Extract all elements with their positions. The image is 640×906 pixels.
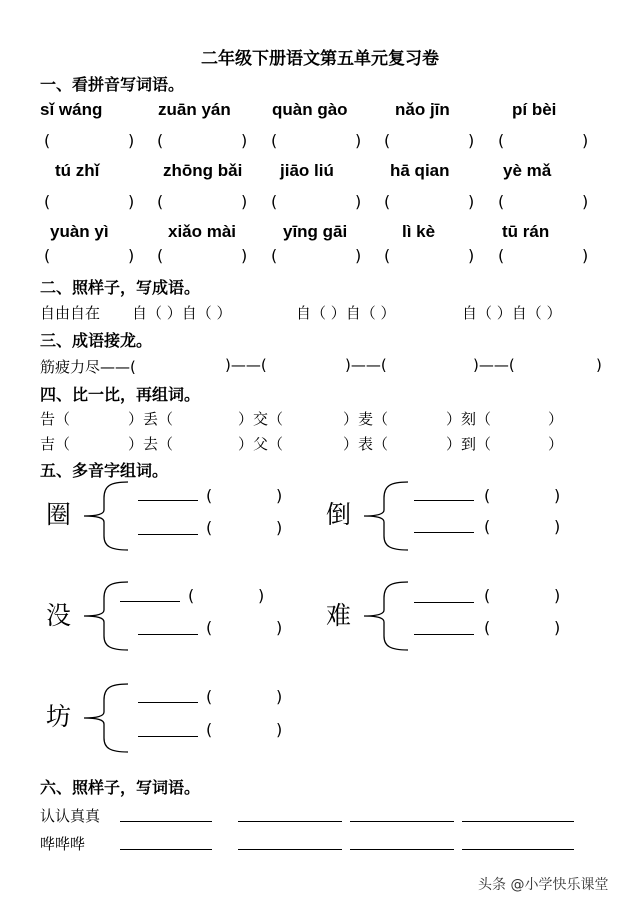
polyphone-char-quan: 圈 bbox=[46, 500, 72, 529]
pinyin-r2-c3: jiāo liú bbox=[280, 161, 334, 180]
section-4-heading: 四、比一比，再组词。 bbox=[40, 385, 201, 404]
section-2-heading: 二、照样子，写成语。 bbox=[40, 278, 201, 297]
section-6-heading: 六、照样子，写词语。 bbox=[40, 778, 201, 797]
paren-open: ( bbox=[157, 131, 164, 150]
polyphone-char-dao: 倒 bbox=[326, 500, 352, 529]
idiom-chain-end: ) bbox=[596, 356, 602, 374]
paren-close: ) bbox=[241, 246, 248, 265]
paren-open: ( bbox=[206, 486, 213, 505]
paren-close: ) bbox=[128, 246, 135, 265]
paren-open: ( bbox=[206, 518, 213, 537]
idiom-chain-link-1: )——( bbox=[225, 356, 267, 374]
pinyin-r3-c1: yuàn yì bbox=[50, 222, 109, 241]
idiom-chain-start: 筋疲力尽——( bbox=[40, 358, 136, 376]
paren-close: ) bbox=[468, 192, 475, 211]
paren-close: ) bbox=[355, 246, 362, 265]
compare-r1-c5: ）刻（ bbox=[446, 410, 492, 428]
compare-r2-c5: ）到（ bbox=[446, 435, 492, 453]
paren-open: ( bbox=[44, 131, 51, 150]
pinyin-r2-c1: tú zhǐ bbox=[55, 161, 100, 180]
answer-line[interactable] bbox=[138, 702, 198, 703]
polyphone-char-nan: 难 bbox=[326, 601, 352, 630]
paren-open: ( bbox=[271, 192, 278, 211]
paren-open: ( bbox=[271, 246, 278, 265]
polyphone-char-mei: 没 bbox=[46, 601, 72, 630]
paren-open: ( bbox=[157, 246, 164, 265]
paren-close: ) bbox=[128, 131, 135, 150]
pinyin-r3-c5: tū rán bbox=[502, 222, 550, 241]
idiom-example: 自由自在 bbox=[40, 304, 101, 322]
paren-open: ( bbox=[44, 246, 51, 265]
paren-open: ( bbox=[271, 131, 278, 150]
paren-open: ( bbox=[498, 131, 505, 150]
answer-line[interactable] bbox=[238, 821, 342, 822]
brace-icon bbox=[80, 480, 130, 552]
watermark: 头条 @小学快乐课堂 bbox=[478, 877, 609, 893]
section-5-heading: 五、多音字组词。 bbox=[40, 461, 169, 480]
paren-close: ) bbox=[241, 192, 248, 211]
paren-close: ) bbox=[582, 246, 589, 265]
pinyin-r1-c1: sǐ wáng bbox=[40, 100, 103, 119]
paren-close: ) bbox=[582, 192, 589, 211]
idiom-pattern-1: 自（ ）自（ ） bbox=[132, 304, 232, 322]
paren-open: ( bbox=[206, 687, 213, 706]
answer-line[interactable] bbox=[138, 736, 198, 737]
page-title: 二年级下册语文第五单元复习卷 bbox=[201, 49, 439, 69]
paren-close: ) bbox=[468, 246, 475, 265]
idiom-chain-link-2: )——( bbox=[345, 356, 387, 374]
answer-line[interactable] bbox=[462, 849, 574, 850]
paren-close: ) bbox=[554, 517, 561, 536]
idiom-chain-link-3: )——( bbox=[473, 356, 515, 374]
pinyin-r1-c3: quàn gào bbox=[272, 100, 348, 119]
compare-r2-c6: ） bbox=[548, 435, 564, 453]
paren-close: ) bbox=[276, 720, 283, 739]
answer-line[interactable] bbox=[350, 849, 454, 850]
compare-r2-c4: ）表（ bbox=[343, 435, 389, 453]
paren-close: ) bbox=[554, 618, 561, 637]
paren-open: ( bbox=[384, 246, 391, 265]
pinyin-r1-c5: pí bèi bbox=[512, 100, 557, 119]
answer-line[interactable] bbox=[138, 634, 198, 635]
pinyin-r1-c4: nǎo jīn bbox=[395, 100, 450, 119]
answer-line[interactable] bbox=[120, 849, 212, 850]
pinyin-r3-c2: xiǎo mài bbox=[168, 222, 237, 241]
brace-icon bbox=[360, 580, 410, 652]
idiom-pattern-2: 自（ ）自（ ） bbox=[296, 304, 396, 322]
pinyin-r3-c4: lì kè bbox=[402, 222, 436, 241]
answer-line[interactable] bbox=[414, 532, 474, 533]
paren-close: ) bbox=[276, 486, 283, 505]
paren-open: ( bbox=[384, 192, 391, 211]
compare-r1-c1: 告（ bbox=[40, 410, 71, 428]
paren-close: ) bbox=[355, 192, 362, 211]
answer-line[interactable] bbox=[120, 821, 212, 822]
pinyin-r2-c2: zhōng bǎi bbox=[163, 161, 243, 180]
paren-close: ) bbox=[468, 131, 475, 150]
answer-line[interactable] bbox=[138, 534, 198, 535]
pinyin-r2-c4: hā qian bbox=[390, 161, 450, 180]
compare-r2-c2: ）去（ bbox=[128, 435, 174, 453]
paren-close: ) bbox=[276, 687, 283, 706]
answer-line[interactable] bbox=[238, 849, 342, 850]
compare-r1-c2: ）丢（ bbox=[128, 410, 174, 428]
idiom-pattern-3: 自（ ）自（ ） bbox=[462, 304, 562, 322]
paren-close: ) bbox=[582, 131, 589, 150]
paren-open: ( bbox=[484, 618, 491, 637]
paren-open: ( bbox=[498, 246, 505, 265]
paren-close: ) bbox=[276, 618, 283, 637]
paren-close: ) bbox=[554, 486, 561, 505]
paren-close: ) bbox=[355, 131, 362, 150]
answer-line[interactable] bbox=[138, 500, 198, 501]
compare-r2-c1: 吉（ bbox=[40, 435, 71, 453]
compare-r1-c3: ）交（ bbox=[238, 410, 284, 428]
compare-r2-c3: ）父（ bbox=[238, 435, 284, 453]
paren-close: ) bbox=[554, 586, 561, 605]
compare-r1-c6: ） bbox=[548, 410, 564, 428]
paren-open: ( bbox=[188, 586, 195, 605]
section-1-heading: 一、看拼音写词语。 bbox=[40, 75, 185, 94]
paren-open: ( bbox=[498, 192, 505, 211]
paren-open: ( bbox=[44, 192, 51, 211]
polyphone-char-fang: 坊 bbox=[46, 702, 72, 731]
paren-close: ) bbox=[241, 131, 248, 150]
section-3-heading: 三、成语接龙。 bbox=[40, 331, 153, 350]
brace-icon bbox=[360, 480, 410, 552]
pinyin-r1-c2: zuān yán bbox=[158, 100, 231, 119]
paren-close: ) bbox=[276, 518, 283, 537]
answer-line[interactable] bbox=[120, 601, 180, 602]
answer-line[interactable] bbox=[462, 821, 574, 822]
pinyin-r3-c3: yīng gāi bbox=[283, 222, 348, 241]
compare-r1-c4: ）麦（ bbox=[343, 410, 389, 428]
answer-line[interactable] bbox=[350, 821, 454, 822]
word-example-2: 哗哗哗 bbox=[40, 835, 86, 853]
brace-icon bbox=[80, 580, 130, 652]
answer-line[interactable] bbox=[414, 634, 474, 635]
paren-open: ( bbox=[384, 131, 391, 150]
brace-icon bbox=[80, 682, 130, 754]
paren-close: ) bbox=[258, 586, 265, 605]
paren-open: ( bbox=[484, 486, 491, 505]
pinyin-r2-c5: yè mǎ bbox=[503, 161, 552, 180]
paren-open: ( bbox=[484, 586, 491, 605]
word-example-1: 认认真真 bbox=[40, 807, 101, 825]
paren-open: ( bbox=[484, 517, 491, 536]
paren-open: ( bbox=[206, 618, 213, 637]
paren-open: ( bbox=[206, 720, 213, 739]
paren-open: ( bbox=[157, 192, 164, 211]
paren-close: ) bbox=[128, 192, 135, 211]
answer-line[interactable] bbox=[414, 602, 474, 603]
answer-line[interactable] bbox=[414, 500, 474, 501]
